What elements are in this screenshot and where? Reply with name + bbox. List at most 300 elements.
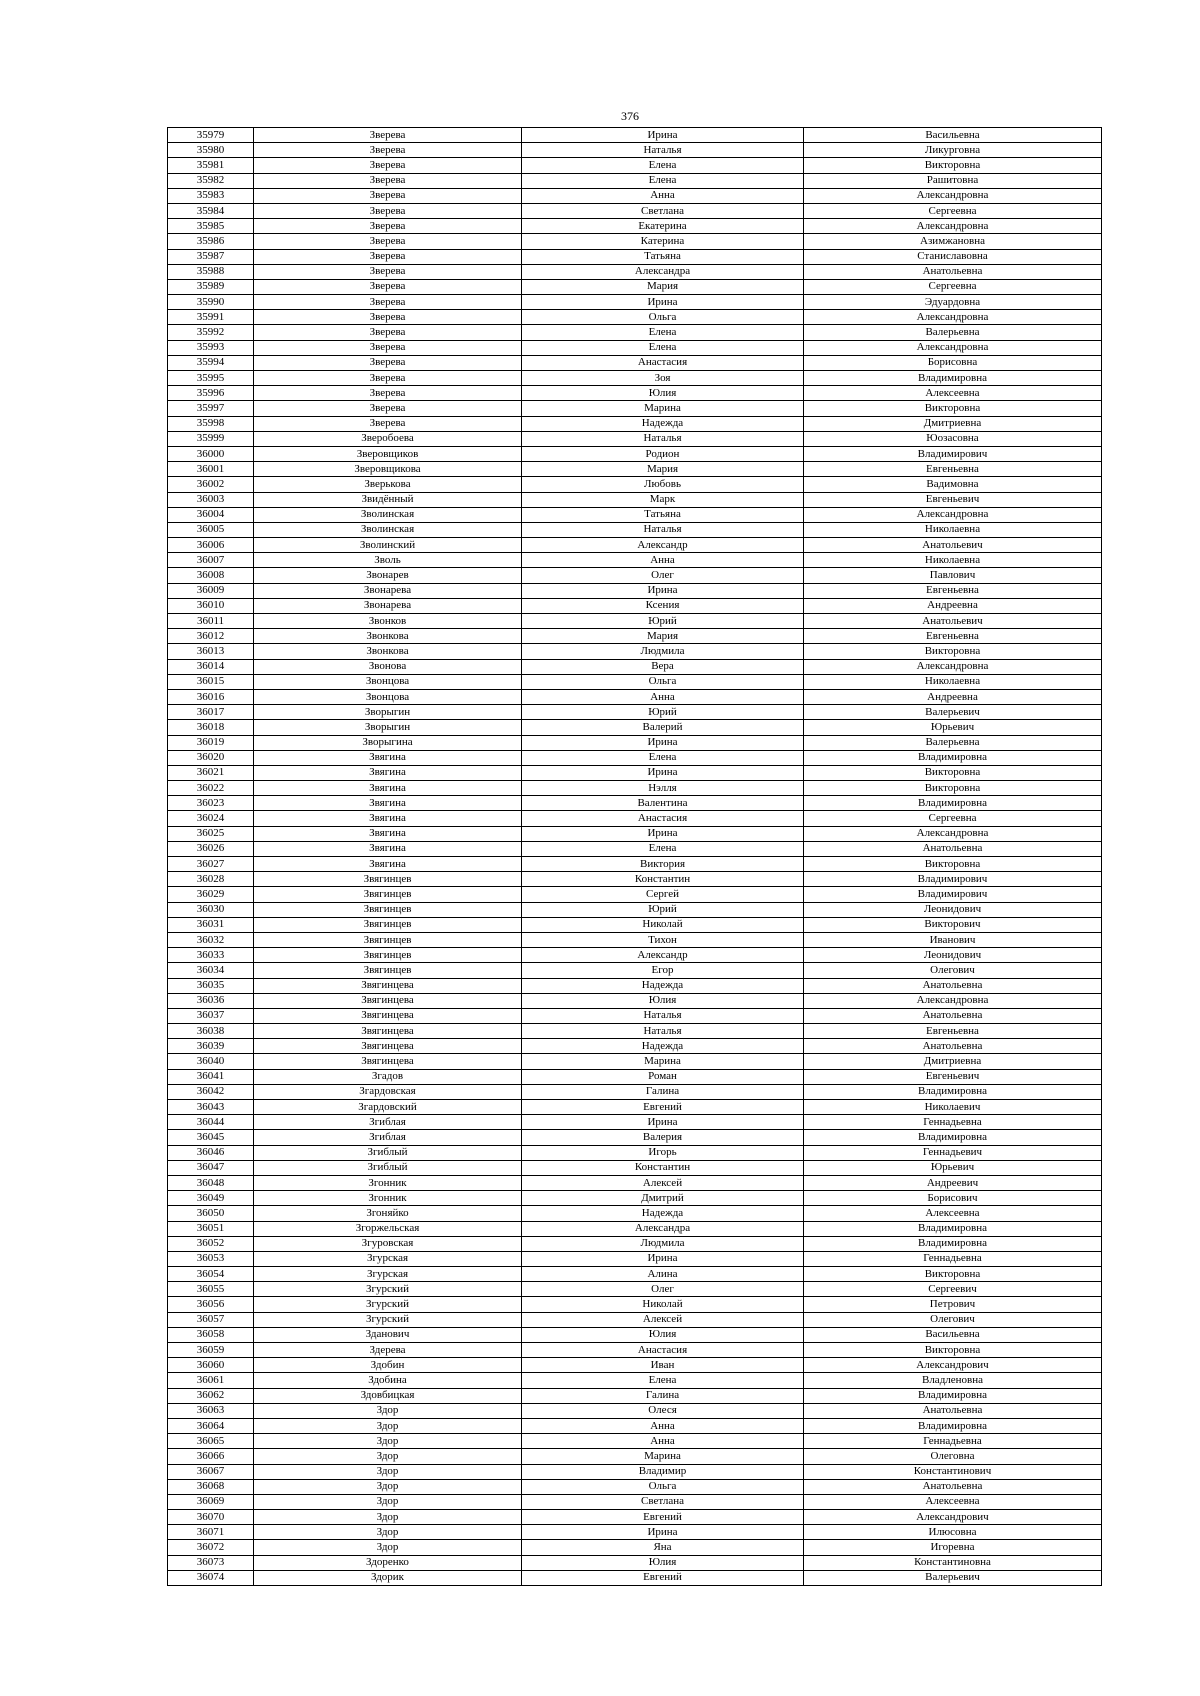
record-number-cell: 36009 — [168, 583, 254, 598]
record-number-cell: 36050 — [168, 1206, 254, 1221]
first-name-cell: Олег — [522, 568, 804, 583]
record-number-cell: 36052 — [168, 1236, 254, 1251]
table-row — [168, 1251, 1102, 1266]
first-name-cell: Александр — [522, 538, 804, 553]
table-row — [168, 355, 1102, 370]
first-name-cell: Виктория — [522, 857, 804, 872]
surname-cell: Зворыгин — [254, 705, 522, 720]
record-number-cell: 36072 — [168, 1540, 254, 1555]
first-name-cell: Марина — [522, 401, 804, 416]
first-name-cell: Наталья — [522, 1024, 804, 1039]
patronymic-cell: Анатольевна — [804, 1403, 1102, 1418]
table-row — [168, 340, 1102, 355]
patronymic-cell: Олегович — [804, 963, 1102, 978]
record-number-cell: 36056 — [168, 1297, 254, 1312]
table-row — [168, 1039, 1102, 1054]
record-number-cell: 35985 — [168, 219, 254, 234]
record-number-cell: 36035 — [168, 978, 254, 993]
patronymic-cell: Станиславовна — [804, 249, 1102, 264]
surname-cell: Зверева — [254, 295, 522, 310]
patronymic-cell: Игоревна — [804, 1540, 1102, 1555]
record-number-cell: 36003 — [168, 492, 254, 507]
surname-cell: Звягина — [254, 765, 522, 780]
patronymic-cell: Сергеевич — [804, 1282, 1102, 1297]
surname-cell: Звонцова — [254, 674, 522, 689]
first-name-cell: Константин — [522, 872, 804, 887]
table-row — [168, 1236, 1102, 1251]
table-row — [168, 1282, 1102, 1297]
record-number-cell: 36048 — [168, 1175, 254, 1190]
table-row — [168, 689, 1102, 704]
table-row — [168, 1175, 1102, 1190]
record-number-cell: 35998 — [168, 416, 254, 431]
surname-cell: Звонкова — [254, 644, 522, 659]
patronymic-cell: Алексеевна — [804, 386, 1102, 401]
patronymic-cell: Евгеньевич — [804, 492, 1102, 507]
surname-cell: Згиблая — [254, 1115, 522, 1130]
table-row — [168, 1540, 1102, 1555]
first-name-cell: Анастасия — [522, 811, 804, 826]
first-name-cell: Наталья — [522, 1008, 804, 1023]
first-name-cell: Татьяна — [522, 249, 804, 264]
patronymic-cell: Дмитриевна — [804, 416, 1102, 431]
surname-cell: Зверева — [254, 264, 522, 279]
surname-cell: Звидённый — [254, 492, 522, 507]
table-row — [168, 143, 1102, 158]
surname-cell: Звягина — [254, 781, 522, 796]
surname-cell: Зверева — [254, 188, 522, 203]
table-row — [168, 1373, 1102, 1388]
record-number-cell: 36007 — [168, 553, 254, 568]
record-number-cell: 36028 — [168, 872, 254, 887]
first-name-cell: Мария — [522, 279, 804, 294]
table-row — [168, 477, 1102, 492]
first-name-cell: Егор — [522, 963, 804, 978]
table-row — [168, 1418, 1102, 1433]
patronymic-cell: Владимировна — [804, 1221, 1102, 1236]
surname-cell: Здобин — [254, 1358, 522, 1373]
patronymic-cell: Владимировна — [804, 1130, 1102, 1145]
table-row — [168, 1221, 1102, 1236]
patronymic-cell: Константиновна — [804, 1555, 1102, 1570]
patronymic-cell: Борисович — [804, 1191, 1102, 1206]
table-row — [168, 371, 1102, 386]
table-row — [168, 963, 1102, 978]
first-name-cell: Юлия — [522, 993, 804, 1008]
patronymic-cell: Викторовна — [804, 781, 1102, 796]
patronymic-cell: Сергеевна — [804, 811, 1102, 826]
surname-cell: Зверобоева — [254, 431, 522, 446]
table-row — [168, 1130, 1102, 1145]
record-number-cell: 36044 — [168, 1115, 254, 1130]
table-row — [168, 568, 1102, 583]
record-number-cell: 36005 — [168, 522, 254, 537]
record-number-cell: 36073 — [168, 1555, 254, 1570]
surname-cell: Звягинцева — [254, 993, 522, 1008]
surname-cell: Здор — [254, 1434, 522, 1449]
record-number-cell: 36054 — [168, 1267, 254, 1282]
table-row — [168, 522, 1102, 537]
first-name-cell: Ирина — [522, 1251, 804, 1266]
first-name-cell: Нэлля — [522, 781, 804, 796]
patronymic-cell: Владимировна — [804, 1388, 1102, 1403]
table-row — [168, 446, 1102, 461]
patronymic-cell: Ликурговна — [804, 143, 1102, 158]
first-name-cell: Анна — [522, 188, 804, 203]
first-name-cell: Екатерина — [522, 219, 804, 234]
surname-cell: Зверева — [254, 416, 522, 431]
table-row — [168, 158, 1102, 173]
surname-cell: Згурская — [254, 1267, 522, 1282]
table-row — [168, 796, 1102, 811]
first-name-cell: Вера — [522, 659, 804, 674]
first-name-cell: Алексей — [522, 1312, 804, 1327]
first-name-cell: Елена — [522, 325, 804, 340]
patronymic-cell: Владимирович — [804, 887, 1102, 902]
first-name-cell: Анна — [522, 689, 804, 704]
patronymic-cell: Борисовна — [804, 355, 1102, 370]
first-name-cell: Юлия — [522, 386, 804, 401]
surname-cell: Зверева — [254, 219, 522, 234]
record-number-cell: 36064 — [168, 1418, 254, 1433]
patronymic-cell: Викторовна — [804, 765, 1102, 780]
table-row — [168, 1388, 1102, 1403]
first-name-cell: Юлия — [522, 1555, 804, 1570]
first-name-cell: Елена — [522, 750, 804, 765]
surname-cell: Звонцова — [254, 689, 522, 704]
first-name-cell: Юрий — [522, 902, 804, 917]
record-number-cell: 35986 — [168, 234, 254, 249]
surname-cell: Звягина — [254, 796, 522, 811]
table-row — [168, 386, 1102, 401]
table-row — [168, 401, 1102, 416]
table-row — [168, 310, 1102, 325]
record-number-cell: 35994 — [168, 355, 254, 370]
surname-cell: Згурский — [254, 1282, 522, 1297]
patronymic-cell: Юрьевич — [804, 720, 1102, 735]
table-row — [168, 598, 1102, 613]
surname-cell: Звонарева — [254, 598, 522, 613]
first-name-cell: Ирина — [522, 1115, 804, 1130]
table-row — [168, 1312, 1102, 1327]
record-number-cell: 36020 — [168, 750, 254, 765]
first-name-cell: Анна — [522, 553, 804, 568]
surname-cell: Звягинцева — [254, 1054, 522, 1069]
surname-cell: Звягинцева — [254, 1024, 522, 1039]
record-number-cell: 35991 — [168, 310, 254, 325]
record-number-cell: 36042 — [168, 1084, 254, 1099]
patronymic-cell: Юозасовна — [804, 431, 1102, 446]
table-row — [168, 325, 1102, 340]
patronymic-cell: Николаевна — [804, 553, 1102, 568]
patronymic-cell: Вадимовна — [804, 477, 1102, 492]
patronymic-cell: Владимировна — [804, 1236, 1102, 1251]
table-row — [168, 219, 1102, 234]
table-row — [168, 1449, 1102, 1464]
record-number-cell: 36033 — [168, 948, 254, 963]
table-row — [168, 462, 1102, 477]
patronymic-cell: Николаевна — [804, 522, 1102, 537]
patronymic-cell: Геннадьевич — [804, 1145, 1102, 1160]
surname-cell: Згоржельская — [254, 1221, 522, 1236]
first-name-cell: Надежда — [522, 416, 804, 431]
first-name-cell: Елена — [522, 841, 804, 856]
surname-cell: Звягина — [254, 826, 522, 841]
table-row — [168, 1570, 1102, 1585]
record-number-cell: 36074 — [168, 1570, 254, 1585]
first-name-cell: Светлана — [522, 1494, 804, 1509]
first-name-cell: Татьяна — [522, 507, 804, 522]
patronymic-cell: Андреевич — [804, 1175, 1102, 1190]
patronymic-cell: Александрович — [804, 1510, 1102, 1525]
table-row — [168, 1024, 1102, 1039]
first-name-cell: Юрий — [522, 614, 804, 629]
first-name-cell: Юлия — [522, 1327, 804, 1342]
table-row — [168, 264, 1102, 279]
table-row — [168, 492, 1102, 507]
table-row — [168, 1343, 1102, 1358]
patronymic-cell: Владимировна — [804, 750, 1102, 765]
table-row — [168, 1054, 1102, 1069]
patronymic-cell: Анатольевна — [804, 1008, 1102, 1023]
surname-cell: Зверева — [254, 203, 522, 218]
surname-cell: Здерева — [254, 1343, 522, 1358]
record-number-cell: 36006 — [168, 538, 254, 553]
first-name-cell: Мария — [522, 629, 804, 644]
first-name-cell: Анна — [522, 1434, 804, 1449]
surname-cell: Зверева — [254, 386, 522, 401]
first-name-cell: Валерия — [522, 1130, 804, 1145]
surname-cell: Зволинская — [254, 522, 522, 537]
page-number: 376 — [621, 109, 639, 123]
first-name-cell: Александр — [522, 948, 804, 963]
record-number-cell: 36012 — [168, 629, 254, 644]
first-name-cell: Владимир — [522, 1464, 804, 1479]
surname-cell: Зверева — [254, 371, 522, 386]
table-row — [168, 295, 1102, 310]
patronymic-cell: Константинович — [804, 1464, 1102, 1479]
record-number-cell: 35983 — [168, 188, 254, 203]
first-name-cell: Евгений — [522, 1510, 804, 1525]
patronymic-cell: Александровна — [804, 340, 1102, 355]
record-number-cell: 36040 — [168, 1054, 254, 1069]
patronymic-cell: Васильевна — [804, 128, 1102, 143]
surname-cell: Зверева — [254, 234, 522, 249]
table-row — [168, 826, 1102, 841]
patronymic-cell: Геннадьевна — [804, 1251, 1102, 1266]
record-number-cell: 35996 — [168, 386, 254, 401]
patronymic-cell: Анатольевна — [804, 1479, 1102, 1494]
surname-cell: Зверовщиков — [254, 446, 522, 461]
table-row — [168, 841, 1102, 856]
record-number-cell: 36039 — [168, 1039, 254, 1054]
table-row — [168, 1434, 1102, 1449]
patronymic-cell: Алексеевна — [804, 1206, 1102, 1221]
surname-cell: Здор — [254, 1403, 522, 1418]
table-row — [168, 735, 1102, 750]
first-name-cell: Ксения — [522, 598, 804, 613]
patronymic-cell: Валерьевна — [804, 735, 1102, 750]
record-number-cell: 36068 — [168, 1479, 254, 1494]
record-number-cell: 36045 — [168, 1130, 254, 1145]
record-number-cell: 36024 — [168, 811, 254, 826]
record-number-cell: 36058 — [168, 1327, 254, 1342]
surname-cell: Звонарева — [254, 583, 522, 598]
table-row — [168, 173, 1102, 188]
surname-cell: Згурский — [254, 1312, 522, 1327]
record-number-cell: 35993 — [168, 340, 254, 355]
register-body — [168, 128, 1102, 1586]
record-number-cell: 36038 — [168, 1024, 254, 1039]
patronymic-cell: Валерьевич — [804, 705, 1102, 720]
first-name-cell: Сергей — [522, 887, 804, 902]
table-row — [168, 1267, 1102, 1282]
surname-cell: Зверева — [254, 279, 522, 294]
record-number-cell: 36036 — [168, 993, 254, 1008]
surname-cell: Зверева — [254, 173, 522, 188]
table-row — [168, 249, 1102, 264]
first-name-cell: Мария — [522, 462, 804, 477]
patronymic-cell: Владимировна — [804, 1084, 1102, 1099]
record-number-cell: 36046 — [168, 1145, 254, 1160]
surname-cell: Здовбицкая — [254, 1388, 522, 1403]
table-row — [168, 750, 1102, 765]
patronymic-cell: Викторовна — [804, 1343, 1102, 1358]
first-name-cell: Елена — [522, 158, 804, 173]
first-name-cell: Светлана — [522, 203, 804, 218]
record-number-cell: 36070 — [168, 1510, 254, 1525]
register-table — [167, 127, 1102, 1586]
first-name-cell: Валерий — [522, 720, 804, 735]
first-name-cell: Евгений — [522, 1570, 804, 1585]
record-number-cell: 36061 — [168, 1373, 254, 1388]
first-name-cell: Роман — [522, 1069, 804, 1084]
surname-cell: Звягинцева — [254, 978, 522, 993]
record-number-cell: 35995 — [168, 371, 254, 386]
first-name-cell: Валентина — [522, 796, 804, 811]
patronymic-cell: Сергеевна — [804, 203, 1102, 218]
first-name-cell: Галина — [522, 1084, 804, 1099]
surname-cell: Згардовская — [254, 1084, 522, 1099]
patronymic-cell: Евгеньевна — [804, 1024, 1102, 1039]
surname-cell: Здобина — [254, 1373, 522, 1388]
surname-cell: Здорик — [254, 1570, 522, 1585]
patronymic-cell: Анатольевич — [804, 538, 1102, 553]
table-row — [168, 765, 1102, 780]
patronymic-cell: Викторовна — [804, 644, 1102, 659]
table-row — [168, 948, 1102, 963]
surname-cell: Звягинцев — [254, 948, 522, 963]
surname-cell: Зверева — [254, 310, 522, 325]
patronymic-cell: Андреевна — [804, 598, 1102, 613]
surname-cell: Здор — [254, 1510, 522, 1525]
patronymic-cell: Викторовна — [804, 401, 1102, 416]
patronymic-cell: Александровна — [804, 188, 1102, 203]
surname-cell: Звонова — [254, 659, 522, 674]
first-name-cell: Елена — [522, 173, 804, 188]
patronymic-cell: Рашитовна — [804, 173, 1102, 188]
record-number-cell: 36043 — [168, 1100, 254, 1115]
patronymic-cell: Владимировна — [804, 371, 1102, 386]
table-row — [168, 128, 1102, 143]
record-number-cell: 36001 — [168, 462, 254, 477]
patronymic-cell: Евгеньевич — [804, 1069, 1102, 1084]
record-number-cell: 36027 — [168, 857, 254, 872]
table-row — [168, 1100, 1102, 1115]
table-row — [168, 1115, 1102, 1130]
surname-cell: Здор — [254, 1479, 522, 1494]
table-row — [168, 811, 1102, 826]
patronymic-cell: Петрович — [804, 1297, 1102, 1312]
record-number-cell: 36011 — [168, 614, 254, 629]
first-name-cell: Надежда — [522, 978, 804, 993]
record-number-cell: 36062 — [168, 1388, 254, 1403]
patronymic-cell: Азимжановна — [804, 234, 1102, 249]
surname-cell: Зверева — [254, 158, 522, 173]
first-name-cell: Анастасия — [522, 1343, 804, 1358]
first-name-cell: Ирина — [522, 735, 804, 750]
table-row — [168, 1494, 1102, 1509]
record-number-cell: 36067 — [168, 1464, 254, 1479]
surname-cell: Звягинцев — [254, 872, 522, 887]
first-name-cell: Ирина — [522, 765, 804, 780]
record-number-cell: 35979 — [168, 128, 254, 143]
record-number-cell: 35992 — [168, 325, 254, 340]
record-number-cell: 36066 — [168, 1449, 254, 1464]
patronymic-cell: Евгеньевна — [804, 583, 1102, 598]
patronymic-cell: Илюсовна — [804, 1525, 1102, 1540]
record-number-cell: 35981 — [168, 158, 254, 173]
table-row — [168, 1327, 1102, 1342]
patronymic-cell: Викторовна — [804, 1267, 1102, 1282]
record-number-cell: 35990 — [168, 295, 254, 310]
surname-cell: Звонарев — [254, 568, 522, 583]
record-number-cell: 36016 — [168, 689, 254, 704]
record-number-cell: 35999 — [168, 431, 254, 446]
surname-cell: Звягина — [254, 750, 522, 765]
surname-cell: Звягина — [254, 857, 522, 872]
table-row — [168, 583, 1102, 598]
table-row — [168, 872, 1102, 887]
first-name-cell: Надежда — [522, 1039, 804, 1054]
patronymic-cell: Леонидович — [804, 948, 1102, 963]
patronymic-cell: Владимировна — [804, 1418, 1102, 1433]
patronymic-cell: Александровна — [804, 659, 1102, 674]
record-number-cell: 35989 — [168, 279, 254, 294]
record-number-cell: 36049 — [168, 1191, 254, 1206]
table-row — [168, 1403, 1102, 1418]
table-row — [168, 431, 1102, 446]
first-name-cell: Катерина — [522, 234, 804, 249]
surname-cell: Здор — [254, 1464, 522, 1479]
table-row — [168, 629, 1102, 644]
first-name-cell: Николай — [522, 917, 804, 932]
first-name-cell: Ирина — [522, 128, 804, 143]
record-number-cell: 36013 — [168, 644, 254, 659]
surname-cell: Зверева — [254, 325, 522, 340]
table-row — [168, 1191, 1102, 1206]
record-number-cell: 35980 — [168, 143, 254, 158]
surname-cell: Згурский — [254, 1297, 522, 1312]
surname-cell: Зверева — [254, 340, 522, 355]
surname-cell: Зворыгин — [254, 720, 522, 735]
surname-cell: Згадов — [254, 1069, 522, 1084]
table-row — [168, 1069, 1102, 1084]
first-name-cell: Людмила — [522, 1236, 804, 1251]
surname-cell: Зверева — [254, 249, 522, 264]
record-number-cell: 36041 — [168, 1069, 254, 1084]
table-row — [168, 1206, 1102, 1221]
